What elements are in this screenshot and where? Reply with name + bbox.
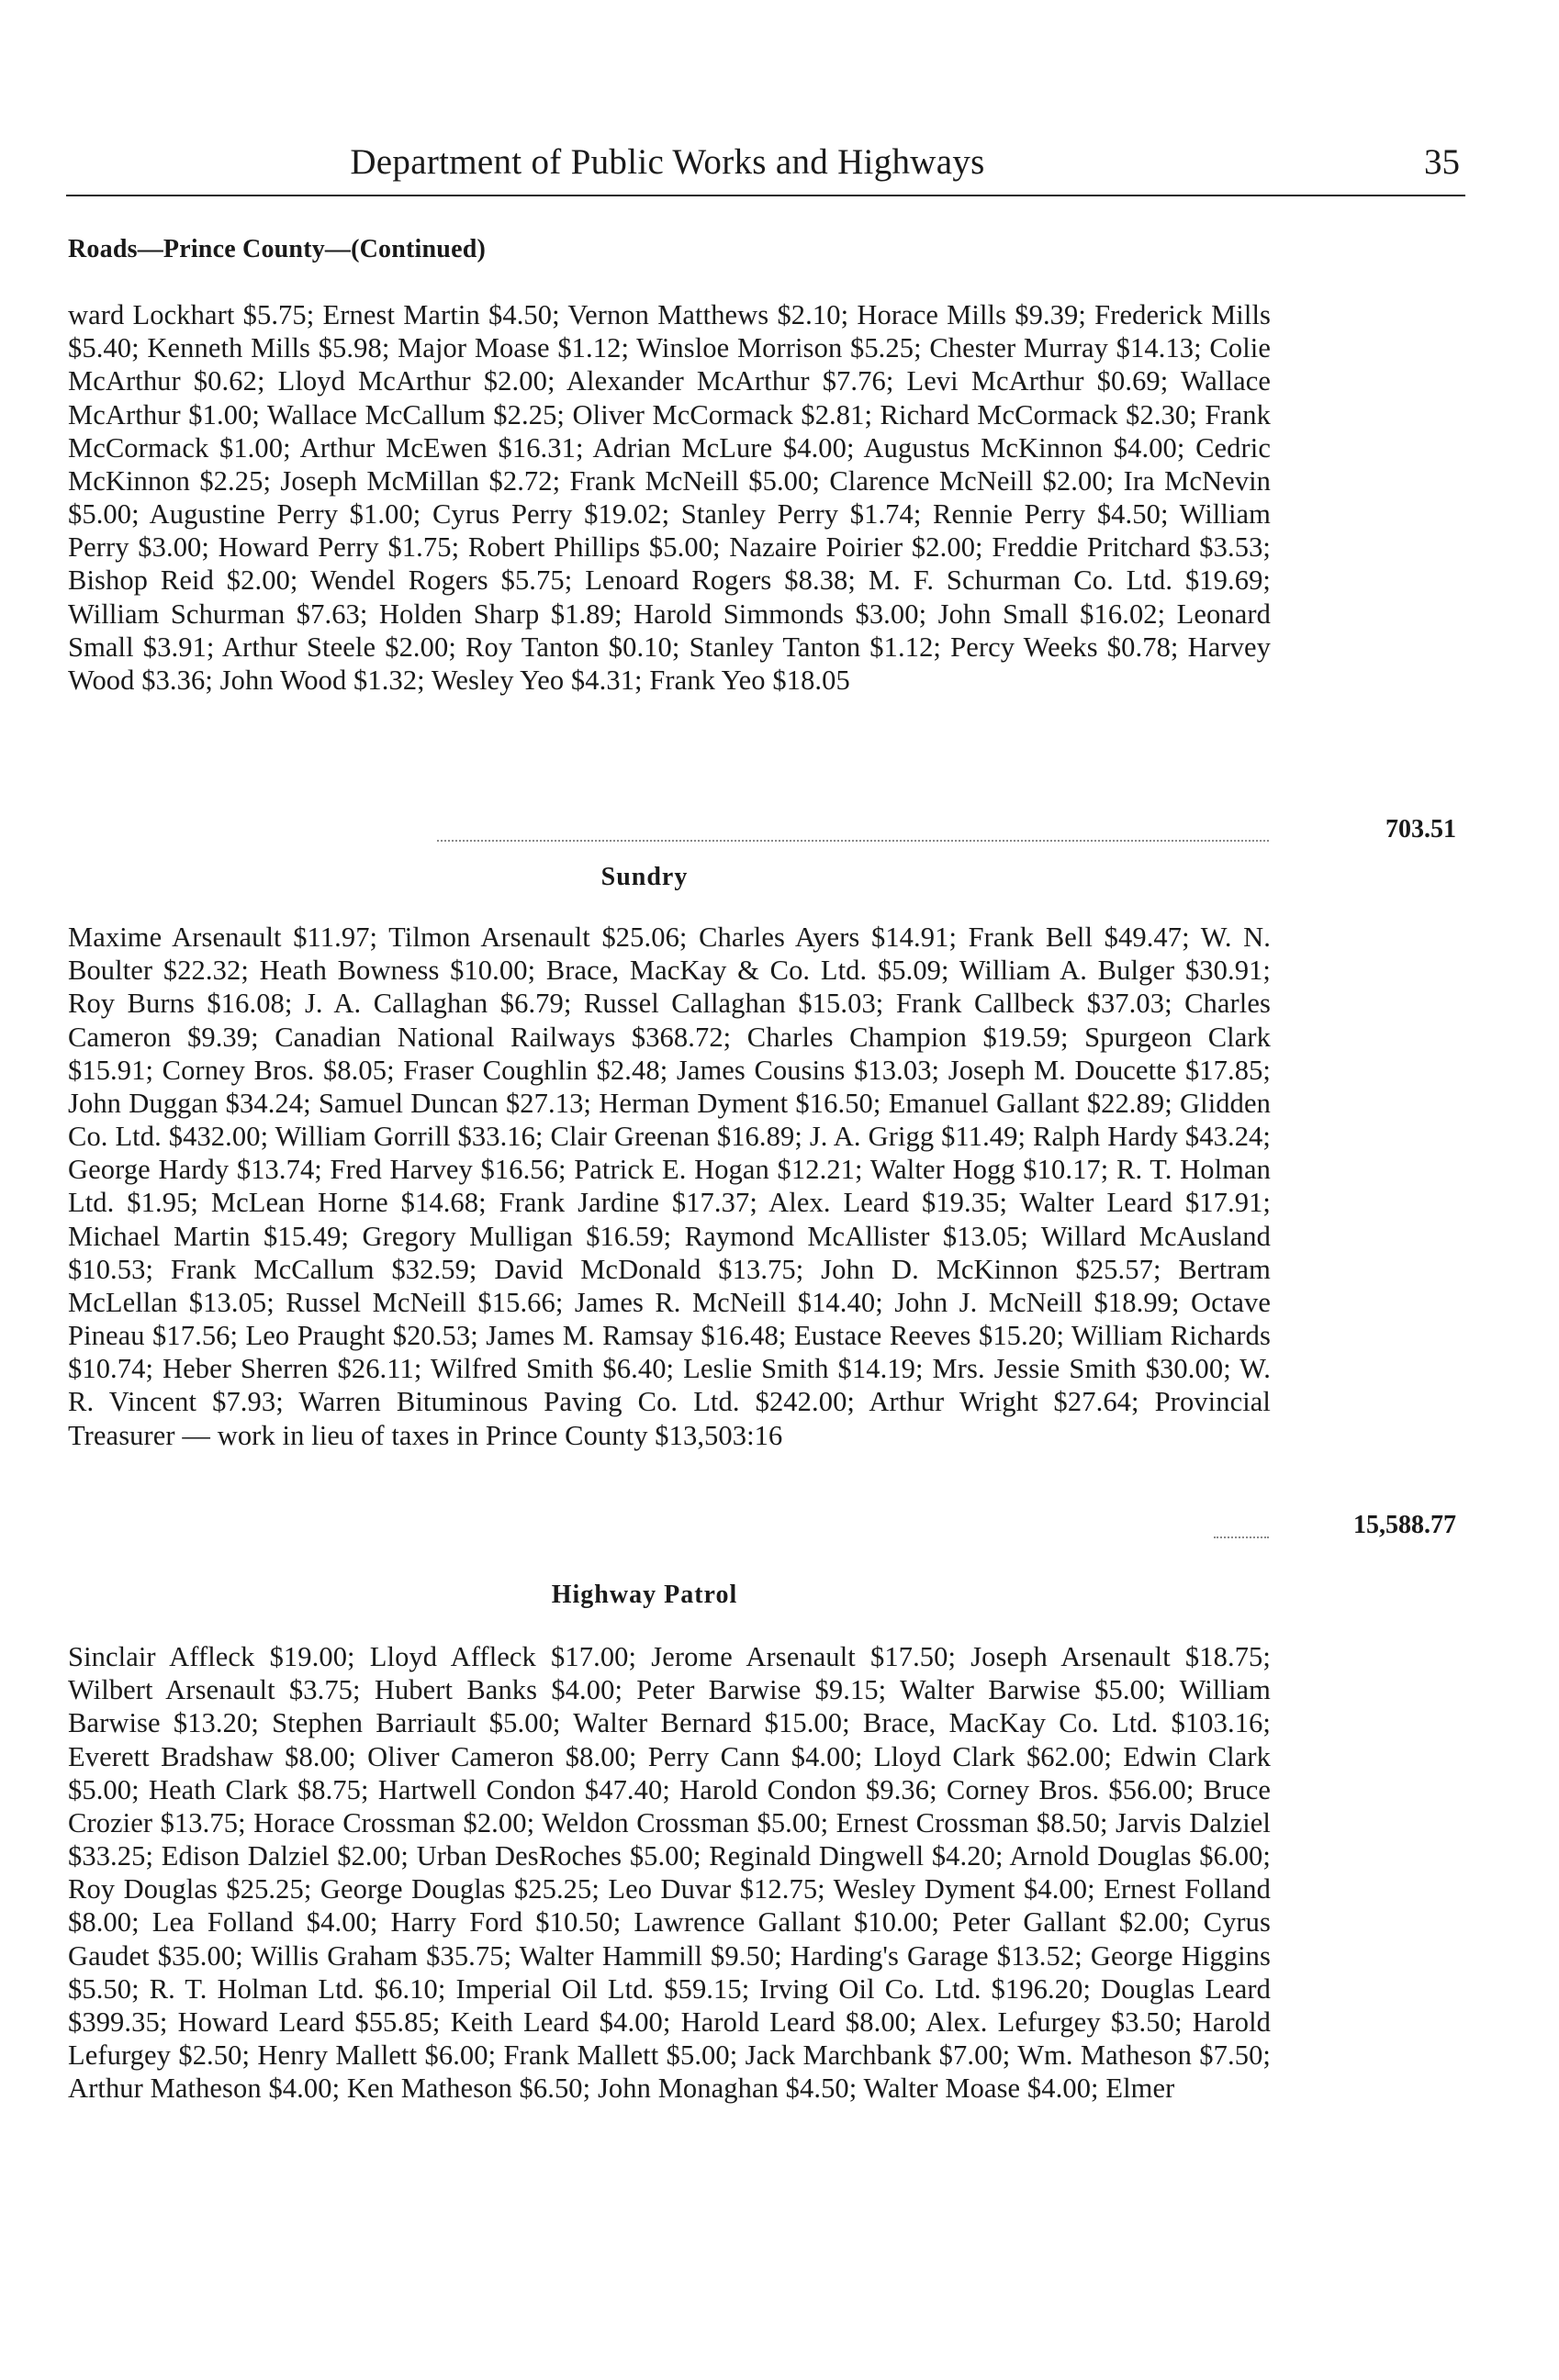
highway-patrol-payments-paragraph: Sinclair Affleck $19.00; Lloyd Affleck $17.00; Jerome Arsenault $17.50; Joseph Arsenault $18.75; Wilbert Arsenault $3.75; Hubert Banks $4.00; Peter Barwise $9.15; Walter Barwise $5.00; William Barwise $13.20; Stephen Barriault $5.00; Walter Bernard $15.00; Brace, MacKay Co. Ltd. $103.16; Everett Bradshaw $8.00; Oliver Cameron $8.00; Perry Cann $4.00; Lloyd Clark $62.00; Edwin Clark $5.00; Heath Clark $8.75; Hartwell Condon $47.40; Harold Condon $9.36; Corney Bros. $56.00; Bruce Crozier $13.75; Horace Crossman $2.00; Weldon Crossman $5.00; Ernest Crossman $8.50; Jarvis Dalziel $33.25; Edison Dalziel $2.00; Urban DesRoches $5.00; Reginald Dingwell $4.20; Arnold Douglas $6.00; Roy Douglas $25.25; George Douglas $25.25; Leo Duvar $12.75; Wesley Dyment $4.00; Ernest Folland $8.00; Lea Folland $4.00; Harry Ford $10.50; Lawrence Gallant $10.00; Peter Gallant $2.00; Cyrus Gaudet $35.00; Willis Graham $35.75; Walter Hammill $9.50; Harding's Garage $13.52; George Higgins $5.50; R. T. Holman Ltd. $6.10; Imperial Oil Ltd. $59.15; Irving Oil Co. Ltd. $196.20; Douglas Leard $399.35; Howard Leard $55.85; Keith Leard $4.00; Harold Leard $8.00; Alex. Lefurgey $3.50; Harold Lefurgey $2.50; Henry Mallett $6.00; Frank Mallett $5.00; Jack Marchbank $7.00; Wm. Matheson $7.50; Arthur Matheson $4.00; Ken Matheson $6.50; John Monaghan $4.50; Walter Moase $4.00; Elmer	[68, 1641, 1271, 2105]
section-heading-sundry: Sundry	[600, 863, 689, 891]
leader-dots	[1214, 1536, 1269, 1538]
leader-dots	[437, 839, 1269, 842]
sundry-total: 15,588.77	[1353, 1511, 1456, 1539]
sundry-payments-paragraph: Maxime Arsenault $11.97; Tilmon Arsenault $25.06; Charles Ayers $14.91; Frank Bell $49.47; W. N. Boulter $22.32; Heath Bowness $10.00; Brace, MacKay & Co. Ltd. $5.09; William A. Bulger $30.91; Roy Burns $16.08; J. A. Callaghan $6.79; Russel Callaghan $15.03; Frank Callbeck $37.03; Charles Cameron $9.39; Canadian National Railways $368.72; Charles Champion $19.59; Spurgeon Clark $15.91; Corney Bros. $8.05; Fraser Coughlin $2.48; James Cousins $13.03; Joseph M. Doucette $17.85; John Duggan $34.24; Samuel Duncan $27.13; Herman Dyment $16.50; Emanuel Gallant $22.89; Glidden Co. Ltd. $432.00; William Gorrill $33.16; Clair Greenan $16.89; J. A. Grigg $11.49; Ralph Hardy $43.24; George Hardy $13.74; Fred Harvey $16.56; Patrick E. Hogan $12.21; Walter Hogg $10.17; R. T. Holman Ltd. $1.95; McLean Horne $14.68; Frank Jardine $17.37; Alex. Leard $19.35; Walter Leard $17.91; Michael Martin $15.49; Gregory Mulligan $16.59; Raymond McAllister $13.05; Willard McAusland $10.53; Frank McCallum $32.59; David McDonald $13.75; John D. McKinnon $25.57; Bertram McLellan $13.05; Russel McNeill $15.66; James R. McNeill $14.40; John J. McNeill $18.99; Octave Pineau $17.56; Leo Praught $20.53; James M. Ramsay $16.48; Eustace Reeves $15.20; William Richards $10.74; Heber Sherren $26.11; Wilfred Smith $6.40; Leslie Smith $14.19; Mrs. Jessie Smith $30.00; W. R. Vincent $7.93; Warren Bituminous Paving Co. Ltd. $242.00; Arthur Wright $27.64; Provincial Treasurer — work in lieu of taxes in Prince County $13,503:16	[68, 922, 1271, 1451]
roads-total: 703.51	[1385, 815, 1456, 844]
page-number: 35	[1424, 142, 1460, 182]
section-heading-roads: Roads—Prince County—(Continued)	[68, 235, 487, 263]
section-heading-highway-patrol: Highway Patrol	[551, 1581, 738, 1609]
roads-payments-paragraph: ward Lockhart $5.75; Ernest Martin $4.50; Vernon Matthews $2.10; Horace Mills $9.39; Frederick Mills $5.40; Kenneth Mills $5.98; Major Moase $1.12; Winsloe Morrison $5.25; Chester Murray $14.13; Colie McArthur $0.62; Lloyd McArthur $2.00; Alexander McArthur $7.76; Levi McArthur $0.69; Wallace McArthur $1.00; Wallace McCallum $2.25; Oliver McCormack $2.81; Richard McCormack $2.30; Frank McCormack $1.00; Arthur McEwen $16.31; Adrian McLure $4.00; Augustus McKinnon $4.00; Cedric McKinnon $2.25; Joseph McMillan $2.72; Frank McNeill $5.00; Clarence McNeill $2.00; Ira McNevin $5.00; Augustine Perry $1.00; Cyrus Perry $19.02; Stanley Perry $1.74; Rennie Perry $4.50; William Perry $3.00; Howard Perry $1.75; Robert Phillips $5.00; Nazaire Poirier $2.00; Freddie Pritchard $3.53; Bishop Reid $2.00; Wendel Rogers $5.75; Lenoard Rogers $8.38; M. F. Schurman Co. Ltd. $19.69; William Schurman $7.63; Holden Sharp $1.89; Harold Simmonds $3.00; John Small $16.02; Leonard Small $3.91; Arthur Steele $2.00; Roy Tanton $0.10; Stanley Tanton $1.12; Percy Weeks $0.78; Harvey Wood $3.36; John Wood $1.32; Wesley Yeo $4.31; Frank Yeo $18.05	[68, 299, 1271, 696]
running-head: Department of Public Works and Highways	[350, 142, 985, 182]
page-header	[66, 136, 1465, 196]
